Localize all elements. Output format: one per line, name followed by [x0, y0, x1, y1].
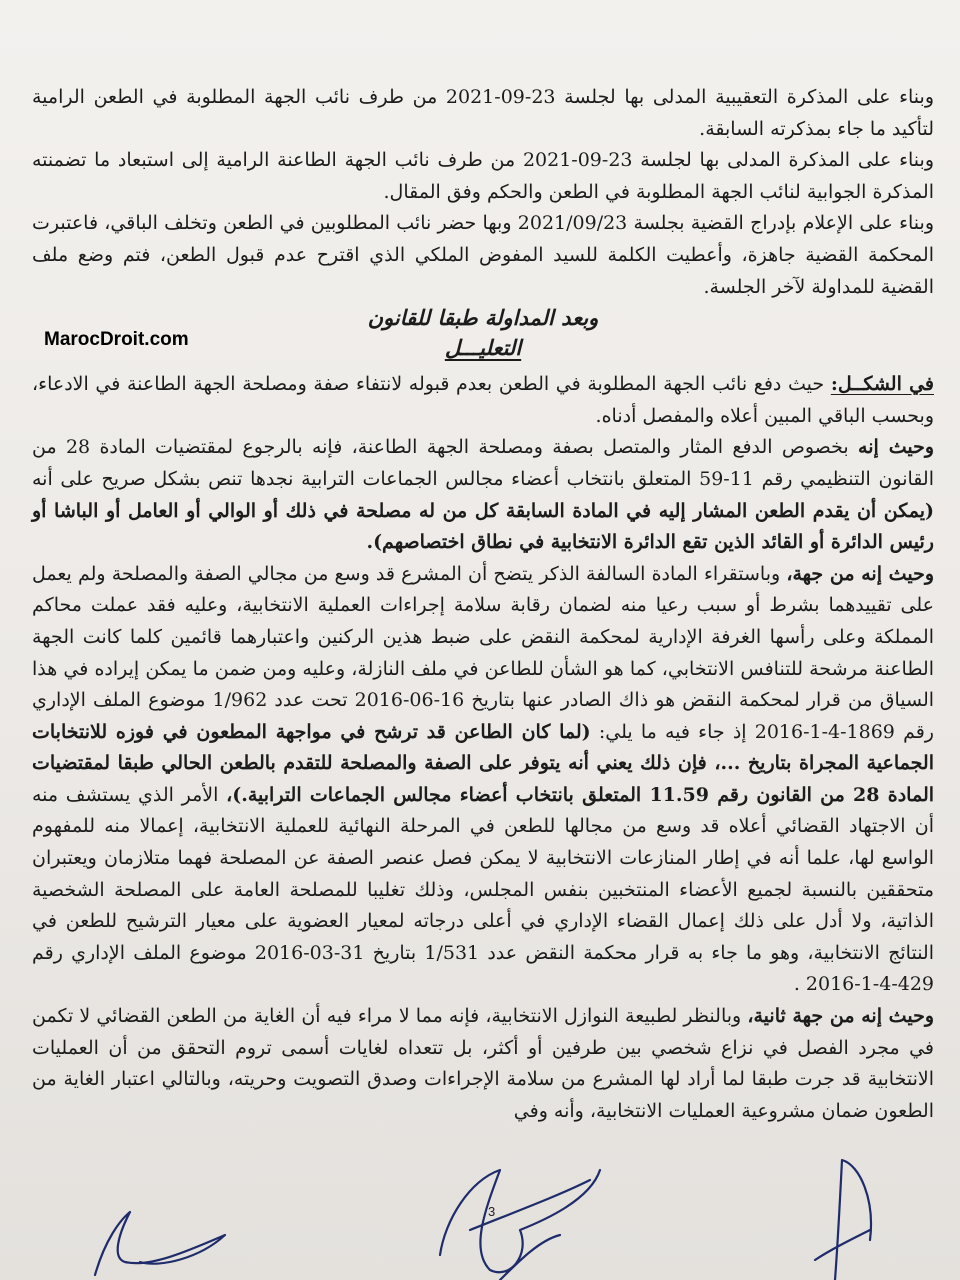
signature-left-icon: [95, 1212, 225, 1275]
document-body: [32, 82, 934, 1127]
signature-center-icon: [440, 1170, 600, 1280]
signature-right-icon: [815, 1160, 871, 1280]
paragraph-p1: وبناء على المذكرة التعقيبية المدلى بها لجلسة 23-09-2021 من طرف نائب الجهة المطلوبة في الطعن الرامية لتأكيد ما جاء بمذكرته السابقة.: [32, 86, 934, 140]
whereas-3-lead: وحيث إنه من جهة ثانية،: [747, 1005, 934, 1028]
form-section-paragraph: [32, 369, 934, 432]
whereas-paragraph-2: [32, 559, 934, 1001]
whereas-1-quote: (يمكن أن يقدم الطعن المشار إليه في المادة السابقة كل من له مصلحة في ذلك أو الوالي أو العامل أو الباشا أو رئيس الدائرة أو القائد الذين تقع الدائرة الانتخابية في نطاق اختصاصهم).: [32, 499, 935, 554]
whereas-1-text: بخصوص الدفع المثار والمتصل بصفة ومصلحة الجهة الطاعنة، فإنه بالرجوع لمقتضيات المادة 28 من القانون التنظيمي رقم 11-59 المتعلق بانتخاب أعضاء مجالس الجماعات الترابية نجدها تنص بشكل صريح على أنه: [32, 436, 934, 490]
whereas-paragraph-3: [32, 1001, 934, 1127]
paragraph-p2: وبناء على المذكرة المدلى بها لجلسة 23-09-2021 من طرف نائب الجهة الطاعنة الرامية إلى استبعاد ما تضمنته المذكرة الجوابية لنائب الجهة المطلوبة في الطعن والحكم وفق المقال.: [32, 149, 934, 203]
whereas-paragraph-1: [32, 432, 934, 558]
page-number: 3: [488, 1204, 496, 1219]
whereas-2-quote: (لما كان الطاعن قد ترشح في مواجهة المطعون في فوزه للانتخابات الجماعية المجراة بتاريخ ...، فإن ذلك يعني أنه يتوفر على الصفة والمصلحة للتقدم بالطعن الحالي طبقا لمقتضيات المادة 28 من القانون رقم 11.59 المتعلق بانتخاب أعضاء مجالس الجماعات الترابية.)،: [32, 720, 935, 806]
signatures: [0, 1140, 960, 1280]
reasoning-heading: التعليـــل: [444, 335, 522, 361]
form-section-text: حيث دفع نائب الجهة المطلوبة في الطعن بعدم قبوله لانتفاء صفة ومصلحة الجهة الطاعنة في الادعاء، وبحسب الباقي المبين أعلاه والمفصل أدناه.: [32, 373, 934, 427]
deliberation-heading: وبعد المداولة طبقا للقانون: [367, 305, 599, 331]
whereas-2-lead: وحيث إنه من جهة،: [786, 562, 934, 585]
watermark-logo: MarocDroit.com: [44, 329, 189, 350]
paragraph-p3: وبناء على الإعلام بإدراج القضية بجلسة 2021/09/23 وبها حضر نائب المطلوبين في الطعن وتخلف الباقي، فاعتبرت المحكمة القضية جاهزة، وأعطيت الكلمة للسيد المفوض الملكي الذي اقترح عدم قبول الطعن، فتم وضع ملف القضية للمداولة لآخر الجلسة.: [32, 212, 935, 298]
whereas-3-text: وبالنظر لطبيعة النوازل الانتخابية، فإنه مما لا مراء فيه أن الغاية من الطعن القضائي لا تكمن في مجرد الفصل في نزاع شخصي بين طرفين أو أكثر، بل تتعداه لغايات أسمى تروم التحقق من أن العمليات الانتخابية قد جرت طبقا لما أراد لها المشرع من سلامة الإجراءات وصدق التصويت وحريته، وبالتالي اعتبار الغاية من الطعون ضمان مشروعية العمليات الانتخابية، وأنه وفي: [32, 1005, 934, 1122]
whereas-2-tail: الأمر الذي يستشف منه أن الاجتهاد القضائي أعلاه قد وسع من مجالها للطعن في المرحلة النهائية للعملية الانتخابية، إعمالا منه للمفهوم الواسع لها، علما أنه في إطار المنازعات الانتخابية لا يمكن فصل عنصر الصفة عن المصلحة فهما متلازمان ويعتبران متحققين بالنسبة لجميع الأعضاء المنتخبين بنفس المجلس، وذلك تغليبا للمصلحة العامة على المصلحة الشخصية الذاتية، ولا أدل على ذلك إعمال القضاء الإداري في أعلى درجاته لمعيار العضوية على معيار الترشيح للطعن في النتائج الانتخابية، وهو ما جاء به قرار محكمة النقض عدد 1/531 بتاريخ 31-03-2016 موضوع الملف الإداري رقم 429-4-1-2016 .: [32, 783, 934, 996]
form-section-label: في الشكــل:: [830, 373, 934, 396]
whereas-1-lead: وحيث إنه: [858, 436, 935, 459]
whereas-2-text: وباستقراء المادة السالفة الذكر يتضح أن المشرع قد وسع من مجالي الصفة والمصلحة ولم يعمل على تقييدهما بشرط أو سبب رعيا منه لضمان رقابة سلامة إجراءات العملية الانتخابية، وعليه فقد عملت محاكم المملكة وعلى رأسها الغرفة الإدارية لمحكمة النقض على ضبط هذين الركنين واعتبارهما قائمين كلما كانت الجهة الطاعنة مرشحة للتنافس الانتخابي، كما هو الشأن للطاعن في ملف النازلة، وعليه ومن ضمن ما يمكن إيراده في هذا السياق من قرار لمحكمة النقض هو ذاك الصادر عنها بتاريخ 16-06-2016 تحت عدد 1/962 موضوع الملف الإداري رقم 1869-4-1-2016 إذ جاء فيه ما يلي:: [32, 562, 935, 743]
